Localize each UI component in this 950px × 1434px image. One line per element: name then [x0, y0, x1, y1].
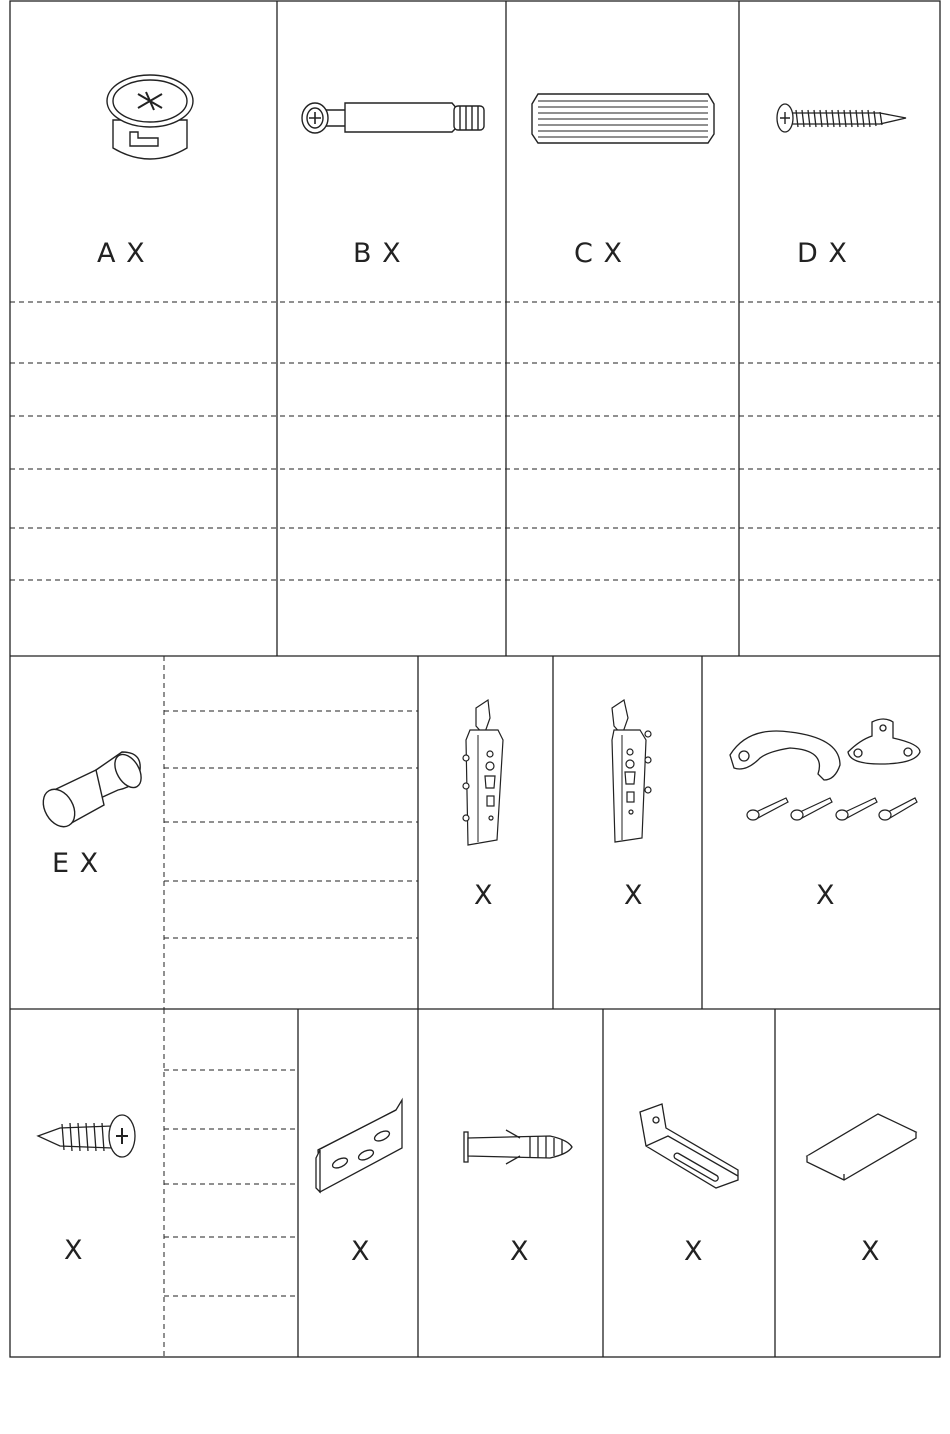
- part-h-label: [816, 880, 836, 911]
- wooden-dowel-icon: [532, 94, 714, 143]
- part-f-label: [474, 880, 494, 911]
- felt-pad-icon: [807, 1114, 916, 1180]
- part-e-label: [52, 848, 99, 879]
- part-i-label: [64, 1235, 84, 1266]
- part-a-label: [97, 238, 146, 269]
- part-c-label: [574, 238, 623, 269]
- part-g-qty: X: [624, 880, 644, 911]
- part-k-qty: X: [510, 1236, 530, 1267]
- hinge-plate-left-icon: [463, 700, 503, 845]
- shelf-pin-icon: [37, 750, 147, 832]
- part-l-qty: X: [684, 1236, 704, 1267]
- part-l-label: [684, 1236, 704, 1267]
- part-d-letter: D: [797, 238, 819, 269]
- wall-anchor-icon: [464, 1130, 572, 1164]
- part-e-qty: X: [79, 848, 100, 879]
- part-b-letter: B: [353, 238, 373, 269]
- part-a-qty: X: [126, 238, 146, 269]
- part-j-qty: X: [351, 1236, 371, 1267]
- cam-bolt-icon: [302, 103, 484, 133]
- part-d-qty: X: [828, 238, 848, 269]
- long-screw-icon: [777, 104, 906, 132]
- part-h-qty: X: [816, 880, 836, 911]
- part-k-label: [510, 1236, 530, 1267]
- hanging-bracket-icon: [316, 1100, 402, 1192]
- short-screw-icon: [38, 1115, 135, 1157]
- part-d-label: [797, 238, 848, 269]
- angle-bracket-icon: [640, 1104, 738, 1188]
- part-a-letter: A: [97, 238, 117, 269]
- part-m-label: [861, 1236, 881, 1267]
- part-i-qty: X: [64, 1235, 84, 1266]
- part-m-qty: X: [861, 1236, 881, 1267]
- part-e-letter: E: [52, 848, 71, 879]
- part-b-label: [353, 238, 402, 269]
- cam-lock-icon: [107, 75, 193, 159]
- part-f-qty: X: [474, 880, 494, 911]
- hooks-with-screws-icon: [730, 719, 920, 820]
- part-b-qty: X: [382, 238, 402, 269]
- hinge-plate-right-icon: [612, 700, 651, 842]
- part-c-letter: C: [574, 238, 594, 269]
- part-j-label: [351, 1236, 371, 1267]
- part-g-label: [624, 880, 644, 911]
- part-c-qty: X: [603, 238, 623, 269]
